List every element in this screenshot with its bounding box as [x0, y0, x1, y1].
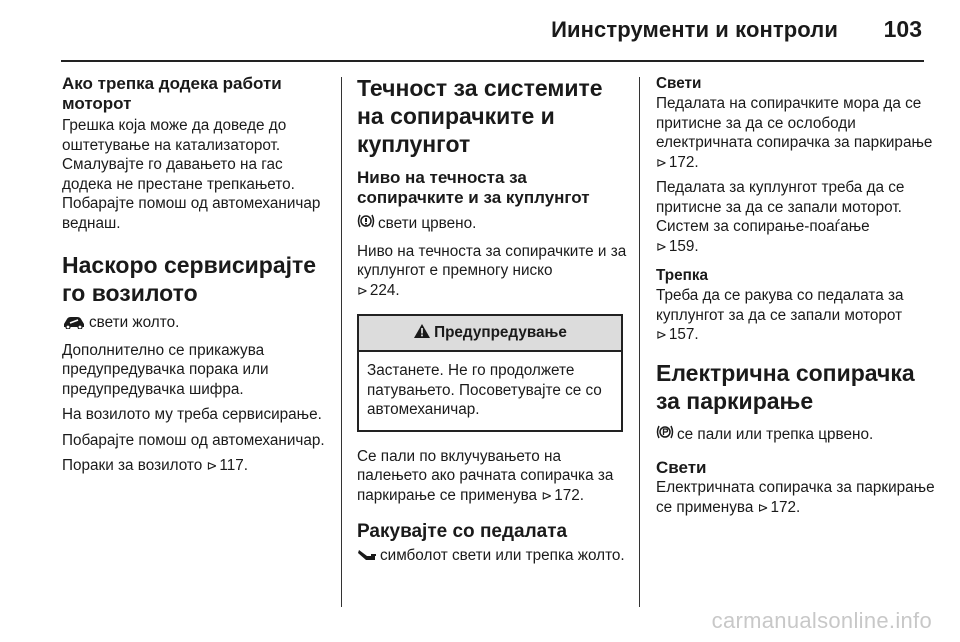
page-reference-icon[interactable]: ⊳ [656, 238, 667, 254]
section-title-brake-fluid: Течност за системите на сопирачките и куплунгот [357, 75, 603, 157]
page-reference[interactable]: 117. [219, 457, 249, 474]
paragraph [357, 447, 627, 506]
text: Пораки за возилото [62, 457, 203, 474]
paragraph: Дополнително се прикажува предупредувачка порака или предупредувачка шифра. [62, 341, 269, 398]
page-reference[interactable]: 224. [369, 281, 400, 299]
icon-text: симболот свети или трепка жолто. [380, 547, 625, 564]
section-title-pedal: Ракувајте со педалата [357, 521, 568, 542]
column-2 [357, 74, 627, 568]
subsection-title: Свети [656, 458, 707, 477]
text: Електричната сопирачка за паркирање се применува [656, 479, 935, 516]
parking-brake-icon [656, 423, 674, 447]
paragraph: Побарајте помош од автомеханичар. [62, 431, 325, 449]
icon-text: свети жолто. [89, 314, 180, 331]
column-3 [656, 74, 936, 517]
page-reference-icon[interactable]: ⊳ [541, 487, 553, 503]
paragraph: Грешка која може да доведе до оштетување на катализаторот. Смалувајте го давањето на гас додека не престане трепкањето. Побарајте помош од автомеханичар веднаш. [62, 117, 321, 232]
paragraph [357, 212, 627, 236]
page-header [0, 0, 960, 62]
section-title-parking-brake: Електрична сопирачка за паркирање [656, 359, 915, 414]
icon-text: се пали или трепка црвено. [677, 425, 874, 443]
clutch-pedal-icon [357, 548, 377, 568]
text: Се пали по вклучувањето на палењето ако рачната сопирачка за паркирање се применува [357, 447, 614, 504]
text: Педалата за куплунгот треба да се притисне за да се запали моторот. Систем за сопирање-поаѓање [656, 179, 905, 235]
subsection-title: Ниво на течноста за сопирачките и за куплунгот [357, 168, 590, 207]
header-title: Иинструменти и контроли [551, 17, 838, 42]
paragraph [62, 313, 332, 335]
car-wrench-icon [62, 315, 86, 335]
subsection-title: Трепка [656, 267, 709, 284]
page-reference[interactable]: 172. [554, 486, 584, 504]
page-reference-icon[interactable]: ⊳ [656, 154, 667, 170]
icon-text: свети црвено. [378, 215, 477, 232]
paragraph [656, 178, 936, 256]
header-rule [61, 60, 924, 62]
page-reference[interactable]: 172. [770, 498, 801, 516]
paragraph: На возилото му треба сервисирање. [62, 406, 322, 423]
paragraph [656, 286, 936, 345]
brake-fluid-icon [357, 212, 375, 236]
paragraph [62, 456, 332, 476]
text: Треба да се ракува со педалата за куплунгот за да се запали моторот [656, 287, 904, 324]
warning-box [357, 314, 623, 432]
page-reference-icon[interactable]: ⊳ [206, 458, 218, 473]
paragraph [656, 423, 936, 447]
column-divider-2 [639, 77, 640, 607]
column-divider-1 [341, 77, 342, 607]
warning-header [359, 316, 621, 352]
watermark: carmanualsonline.info [711, 608, 932, 633]
section-title-flashing: Ако трепка додека работи моторот [62, 74, 282, 113]
paragraph [357, 242, 627, 301]
subsection-title: Свети [656, 75, 702, 92]
page-reference[interactable]: 157. [668, 326, 699, 343]
column-1 [62, 74, 332, 476]
warning-triangle-icon [413, 323, 431, 344]
page-reference-icon[interactable]: ⊳ [357, 282, 368, 298]
text: Ниво на течноста за сопирачките и за куплунгот е премногу ниско [357, 242, 627, 279]
page-reference-icon[interactable]: ⊳ [656, 327, 667, 342]
paragraph [656, 478, 936, 517]
paragraph [656, 94, 936, 172]
text: Педалата на сопирачките мора да се притисне за да се ослободи електричната сопирачка за паркирање [656, 95, 933, 151]
paragraph [357, 546, 627, 568]
page-reference[interactable]: 172. [668, 153, 699, 171]
warning-text: Застанете. Не го продолжете патувањето. Посоветувајте се со автомеханичар. [367, 362, 602, 418]
page-number: 103 [883, 16, 922, 42]
warning-title: Предупредување [434, 324, 567, 341]
page-reference-icon[interactable]: ⊳ [757, 499, 769, 515]
section-title-service: Наскоро сервисирајте го возилото [62, 252, 317, 306]
page-reference[interactable]: 159. [668, 237, 699, 255]
